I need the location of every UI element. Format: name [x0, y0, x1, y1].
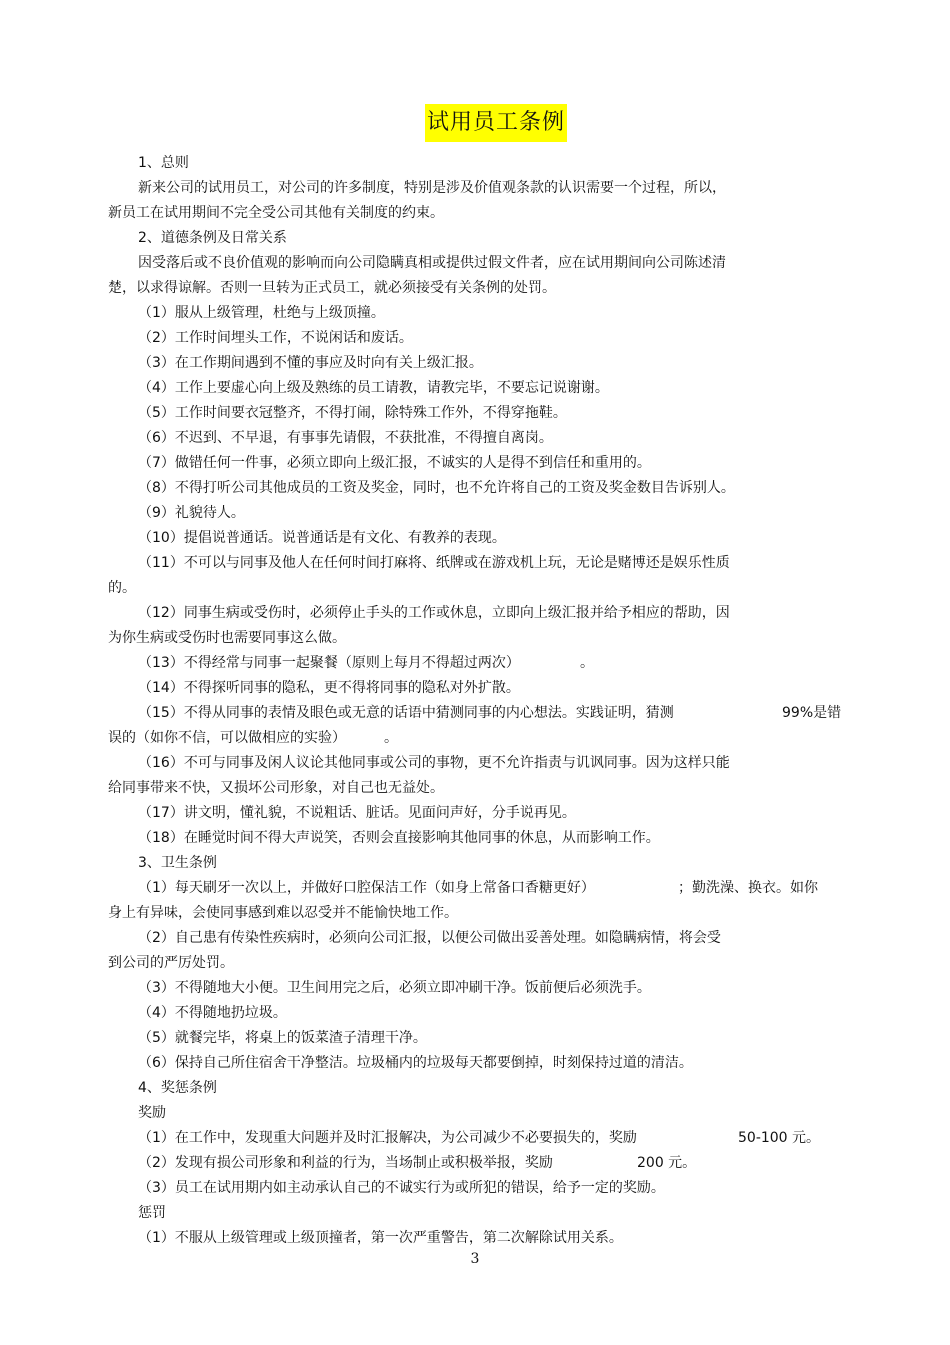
list-item: （7）做错任何一件事，必须立即向上级汇报，不诚实的人是得不到信任和重用的。: [138, 455, 651, 471]
list-item: （2）发现有损公司形象和利益的行为，当场制止或积极举报，奖励: [138, 1155, 553, 1171]
document-title: 试用员工条例: [425, 104, 567, 142]
paragraph-line: 楚，以求得谅解。否则一旦转为正式员工，就必须接受有关条例的处罚。: [108, 280, 556, 296]
list-item-fragment: 50-100 元。: [738, 1130, 821, 1146]
list-item: （11）不可以与同事及他人在任何时间打麻将、纸牌或在游戏机上玩，无论是赌博还是娱乐性质: [138, 555, 730, 571]
list-item: （3）在工作期间遇到不懂的事应及时向有关上级汇报。: [138, 355, 483, 371]
list-item: （2）工作时间埋头工作，不说闲话和废话。: [138, 330, 413, 346]
list-item: （14）不得探听同事的隐私，更不得将同事的隐私对外扩散。: [138, 680, 520, 696]
list-item: （15）不得从同事的表情及眼色或无意的话语中猜测同事的内心想法。实践证明，猜测: [138, 705, 674, 721]
section-heading: 4、奖惩条例: [138, 1080, 217, 1096]
list-item: （4）不得随地扔垃圾。: [138, 1005, 287, 1021]
list-item: （12）同事生病或受伤时，必须停止手头的工作或休息，立即向上级汇报并给予相应的帮助，因: [138, 605, 730, 621]
list-item-fragment: 。: [580, 655, 594, 671]
subsection-heading: 惩罚: [138, 1205, 166, 1221]
list-item: （2）自己患有传染性疾病时，必须向公司汇报，以便公司做出妥善处理。如隐瞒病情，将会受: [138, 930, 721, 946]
list-item: （1）在工作中，发现重大问题并及时汇报解决，为公司减少不必要损失的，奖励: [138, 1130, 637, 1146]
list-item: （6）保持自己所住宿舍干净整洁。垃圾桶内的垃圾每天都要倒掉，时刻保持过道的清洁。: [138, 1055, 693, 1071]
list-item: （9）礼貌待人。: [138, 505, 245, 521]
list-item: （6）不迟到、不早退，有事事先请假，不获批准，不得擅自离岗。: [138, 430, 553, 446]
list-item-fragment: 。: [384, 730, 398, 746]
list-item: （1）每天刷牙一次以上，并做好口腔保洁工作（如身上常备口香糖更好）: [138, 880, 595, 896]
list-item-continuation: 的。: [108, 580, 136, 596]
list-item: （1）不服从上级管理或上级顶撞者，第一次严重警告，第二次解除试用关系。: [138, 1230, 623, 1246]
list-item-fragment: 99%是错: [782, 705, 842, 721]
list-item-continuation: 身上有异味，会使同事感到难以忍受并不能愉快地工作。: [108, 905, 458, 921]
section-heading: 2、道德条例及日常关系: [138, 230, 287, 246]
list-item-continuation: 误的（如你不信，可以做相应的实验）: [108, 730, 346, 746]
list-item: （3）员工在试用期内如主动承认自己的不诚实行为或所犯的错误，给予一定的奖励。: [138, 1180, 665, 1196]
section-heading: 3、卫生条例: [138, 855, 217, 871]
list-item: （13）不得经常与同事一起聚餐（原则上每月不得超过两次）: [138, 655, 520, 671]
list-item-fragment: ；勤洗澡、换衣。如你: [678, 880, 818, 896]
subsection-heading: 奖励: [138, 1105, 166, 1121]
paragraph-line: 新来公司的试用员工，对公司的许多制度，特别是涉及价值观条款的认识需要一个过程，所以，: [138, 180, 726, 196]
list-item: （1）服从上级管理，杜绝与上级顶撞。: [138, 305, 385, 321]
section-heading: 1、总则: [138, 155, 189, 171]
list-item: （16）不可与同事及闲人议论其他同事或公司的事物，更不允许指责与讥讽同事。因为这样只能: [138, 755, 730, 771]
page-number: 3: [470, 1251, 480, 1267]
list-item: （3）不得随地大小便。卫生间用完之后，必须立即冲刷干净。饭前便后必须洗手。: [138, 980, 651, 996]
list-item: （17）讲文明，懂礼貌，不说粗话、脏话。见面问声好，分手说再见。: [138, 805, 576, 821]
list-item: （10）提倡说普通话。说普通话是有文化、有教养的表现。: [138, 530, 506, 546]
paragraph-line: 因受落后或不良价值观的影响而向公司隐瞒真相或提供过假文件者，应在试用期间向公司陈述清: [138, 255, 726, 271]
list-item: （8）不得打听公司其他成员的工资及奖金，同时，也不允许将自己的工资及奖金数目告诉别人。: [138, 480, 735, 496]
list-item-continuation: 给同事带来不快，又损坏公司形象，对自己也无益处。: [108, 780, 444, 796]
list-item: （18）在睡觉时间不得大声说笑，否则会直接影响其他同事的休息，从而影响工作。: [138, 830, 660, 846]
list-item: （5）工作时间要衣冠整齐，不得打闹，除特殊工作外，不得穿拖鞋。: [138, 405, 567, 421]
list-item: （5）就餐完毕，将桌上的饭菜渣子清理干净。: [138, 1030, 427, 1046]
list-item: （4）工作上要虚心向上级及熟练的员工请教，请教完毕，不要忘记说谢谢。: [138, 380, 609, 396]
list-item-continuation: 到公司的严厉处罚。: [108, 955, 234, 971]
list-item-fragment: 200 元。: [637, 1155, 697, 1171]
paragraph-line: 新员工在试用期间不完全受公司其他有关制度的约束。: [108, 205, 444, 221]
list-item-continuation: 为你生病或受伤时也需要同事这么做。: [108, 630, 346, 646]
